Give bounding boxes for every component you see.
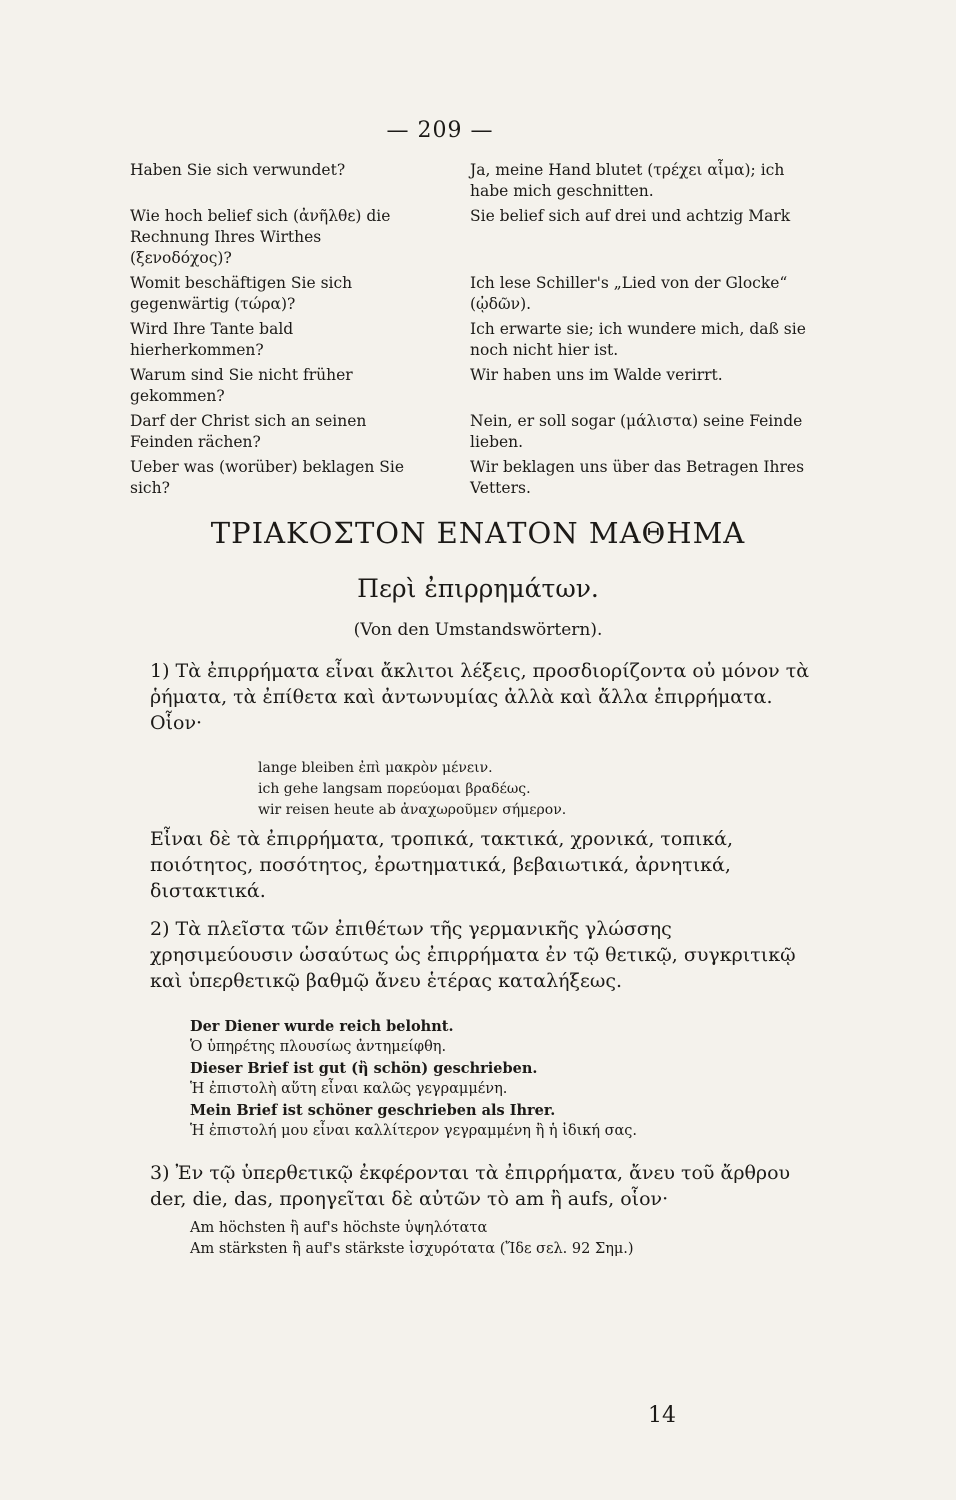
question: Womit beschäftigen Sie sich gegenwärtig (τώρα)? (130, 274, 353, 313)
qa-row (130, 160, 810, 202)
question: Ueber was (worüber) beklagen Sie sich? (130, 458, 405, 497)
qa-row (130, 457, 810, 499)
paragraph-text: 2) Τὰ πλεῖστα τῶν ἐπιθέτων τῆς γερμανικῆς γλώσσης χρησιμεύουσιν ὡσαύτως ὡς ἐπιρρήματα ἐν τῷ θετικῷ, συγκριτικῷ καὶ ὑπερθετικῷ βαθμῷ ἄνευ ἑτέρας καταλήξεως. (150, 918, 796, 992)
qa-section (130, 160, 810, 503)
example-line: lange bleiben ἐπὶ μακρὸν μένειν. (258, 760, 493, 776)
paragraph-text: 1) Τὰ ἐπιρρήματα εἶναι ἄκλιτοι λέξεις, προσδιορίζοντα οὐ μόνον τὰ ῥήματα, τὰ ἐπίθετα καὶ ἀντωνυμίας ἀλλὰ καὶ ἄλλα ἐπιρρήματα. Οἷον· (150, 660, 810, 734)
example-line: ich gehe langsam πορεύομαι βραδέως. (258, 781, 531, 797)
question: Warum sind Sie nicht früher gekommen? (130, 366, 353, 405)
page-number: — 209 — (386, 118, 494, 143)
example-line-german: Mein Brief ist schöner geschrieben als Ihrer. (190, 1102, 556, 1119)
answer: Sie belief sich auf drei und achtzig Mark (470, 207, 791, 225)
qa-row (130, 365, 810, 407)
answer: Ja, meine Hand blutet (τρέχει αἷμα); ich habe mich geschnitten. (470, 161, 785, 200)
lesson-subtitle-german: (Von den Umstandswörtern). (353, 620, 603, 640)
qa-row (130, 319, 810, 361)
paragraph-3 (150, 916, 810, 994)
question: Wird Ihre Tante bald hierherkommen? (130, 320, 294, 359)
answer: Wir beklagen uns über das Betragen Ihres Vetters. (470, 458, 805, 497)
example-line: wir reisen heute ab ἀναχωροῦμεν σήμερον. (258, 802, 567, 818)
qa-row (130, 206, 810, 269)
lesson-subtitle: Περὶ ἐπιρρημάτων. (357, 574, 599, 603)
qa-row (130, 273, 810, 315)
example-line: Am stärksten ἢ auf's stärkste ἰσχυρότατα (Ἴδε σελ. 92 Σημ.) (190, 1241, 634, 1257)
example-line-greek: Ὁ ὑπηρέτης πλουσίως ἀντημείφθη. (190, 1039, 447, 1055)
examples-1 (258, 758, 798, 821)
paragraph-1 (150, 658, 810, 736)
examples-3 (190, 1218, 790, 1260)
example-line: Am höchsten ἢ auf's höchste ὑψηλότατα (190, 1220, 488, 1236)
question: Darf der Christ sich an seinen Feinden rächen? (130, 412, 367, 451)
paragraph-text: Εἶναι δὲ τὰ ἐπιρρήματα, τροπικά, τακτικά, χρονικά, τοπικά, ποιότητος, ποσότητος, ἐρωτηματικά, βεβαιωτικά, ἀρνητικά, διστακτικά. (150, 828, 734, 902)
answer: Nein, er soll sogar (μάλιστα) seine Feinde lieben. (470, 412, 803, 451)
example-line-greek: Ἡ ἐπιστολὴ αὕτη εἶναι καλῶς γεγραμμένη. (190, 1081, 508, 1097)
question: Haben Sie sich verwundet? (130, 161, 346, 179)
paragraph-text: 3) Ἐν τῷ ὑπερθετικῷ ἐκφέρονται τὰ ἐπιρρήματα, ἄνευ τοῦ ἄρθρου der, die, das, προηγεῖται δὲ αὐτῶν τὸ am ἢ aufs, οἷον· (150, 1162, 791, 1210)
answer: Wir haben uns im Walde verirrt. (470, 366, 723, 384)
signature-mark: 14 (648, 1403, 676, 1428)
example-line-greek: Ἡ ἐπιστολή μου εἶναι καλλίτερον γεγραμμένη ἢ ἡ ἰδική σας. (190, 1123, 638, 1139)
question: Wie hoch belief sich (ἀνῆλθε) die Rechnung Ihres Wirthes (ξενοδόχος)? (130, 207, 391, 267)
paragraph-4 (150, 1160, 810, 1212)
examples-2 (190, 1016, 790, 1142)
example-line-german: Dieser Brief ist gut (ἢ schön) geschrieben. (190, 1060, 538, 1077)
answer: Ich erwarte sie; ich wundere mich, daß sie noch nicht hier ist. (470, 320, 806, 359)
example-line-german: Der Diener wurde reich belohnt. (190, 1018, 454, 1035)
qa-row (130, 411, 810, 453)
answer: Ich lese Schiller's „Lied von der Glocke“ (ᾠδῶν). (470, 274, 788, 313)
paragraph-2 (150, 826, 810, 904)
lesson-title: ΤΡΙΑΚΟΣΤΟΝ ΕΝΑΤΟΝ ΜΑΘΗΜΑ (210, 516, 746, 550)
